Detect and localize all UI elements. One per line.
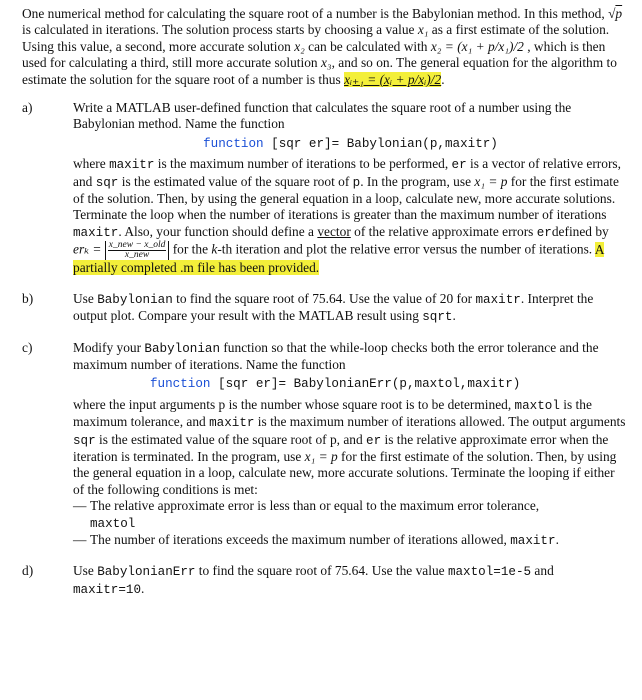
question-d: d) Use BabylonianErr to find the square root of 75.64. Use the value maxtol=1e-5 and maxitr=10. [22,563,554,597]
equation-x2: x₂ = (x₁ + p/x₁)/2 [430,38,524,54]
question-c-label: c) [22,339,33,355]
question-a: a) Write a MATLAB user-defined function that calculates the square root of a number using the Babylonian method. Name the function function [sqr er]= Babylonian(p,maxitr) where maxitr is the maximum number of iterations to be performed, er is a vector of relative errors, and sqr is the estimated value of the square root of p. In the program, use x₁ = p for the first estimate of the solution. Then, by using the general equation in a loop, calculate new, more accurate solutions. Terminate the loop when the number of iterations is greater than the maximum number of iterations maxitr. Also, your function should define a vector of the relative approximate errors erdefined by erₖ = $\frac{\text{x\_new − x\_old}}{\text{x\_new}}$ for the k-th iteration and plot the relative error versus the number of iterations. A partially completed .m file has been provided. [22,100,628,277]
question-a-label: a) [22,100,33,116]
termination-conditions [73,498,628,549]
function-signature-babylonianerr: function [sqr er]= BabylonianErr(p,maxtol,maxitr) [150,377,521,392]
relative-error-formula: $\frac{\text{x\_new − x\_old}}{\text{x\_new}}$ [105,241,170,260]
condition-item: — The relative approximate error is less than or equal to the maximum error tolerance, maxtol [73,498,540,531]
question-b: b) Use Babylonian to find the square root of 75.64. Use the value of 20 for maxitr. Interpret the output plot. Compare your result with the MATLAB result using sqrt. [22,290,594,325]
condition-item: — The number of iterations exceeds the maximum number of iterations allowed, maxitr. [73,531,559,548]
intro-paragraph: One numerical method for calculating the square root of a number is the Babylonian method. In this method, √p is calculated in iterations. The solution process starts by choosing a value x₁ as a first estimate of the solution. Using this value, a second, more accurate solution x₂ can be calculated with x₂ = (x₁ + p/x₁)/2 , which is then used for calculating a third, still more accurate solution x₃, and so on. The general equation for the algorithm to estimate the solution for the square root of a number is thus xᵢ₊₁ = (xᵢ + p/xᵢ)/2. [22,6,623,87]
general-equation: xᵢ₊₁ = (xᵢ + p/xᵢ)/2 [344,71,442,87]
question-b-label: b) [22,290,34,306]
question-c: c) Modify your Babylonian function so that the while-loop checks both the error tolerance and the maximum number of iterations. Name the function function [sqr er]= BabylonianErr(p,maxtol,maxitr) where the input arguments p is the number whose square root is to be determined, maxtol is the maximum tolerance, and maxitr is the maximum number of iterations allowed. The output arguments sqr is the estimated value of the square root of p, and er is the relative approximate error when the iteration is terminated. In the program, use x₁ = p for the first estimate of the solution. Then, by using the general equation in a loop, calculate new, more accurate solutions. Terminate the looping if either of the following conditions is met: — The relative approximate error is less than or equal to the maximum error tolerance, maxtol — The number of iterations exceeds the maximum number of iterations allowed, maxitr. [22,340,628,550]
partial-file-note: A partially completed .m file has been provided. [73,241,605,276]
function-signature-babylonian: function [sqr er]= Babylonian(p,maxitr) [203,136,498,151]
sqrt-symbol: √ [608,6,616,21]
question-d-label: d) [22,563,34,579]
